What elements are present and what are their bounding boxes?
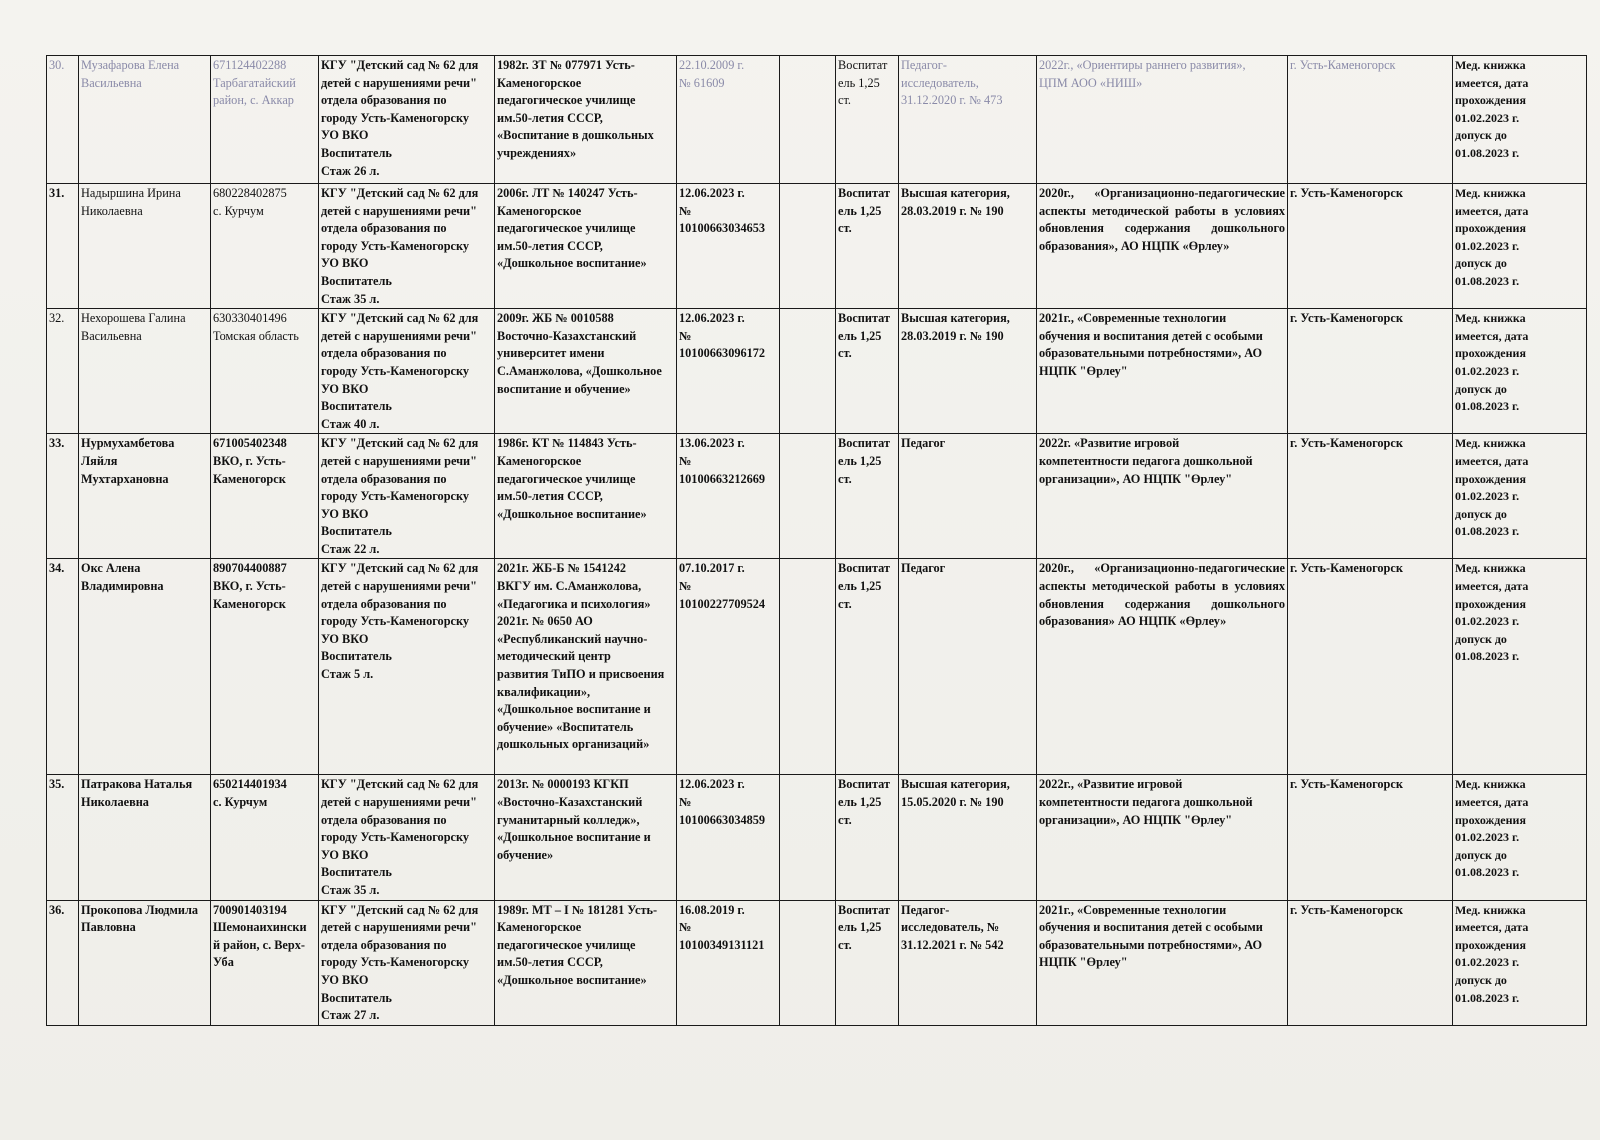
row-number: 30. [47, 56, 79, 184]
education: 1982г. ЗТ № 077971 Усть- Каменогорское педагогическое училище им.50-летия СССР, «Воспитание в дошкольных учреждениях» [495, 56, 677, 184]
certificate: 07.10.2017 г. № 10100227709524 [677, 559, 780, 775]
table-row [47, 309, 1587, 434]
iin-birthplace: 630330401496 Томская область [211, 309, 319, 434]
position-rate: Воспитат ель 1,25 ст. [836, 559, 899, 775]
row-number: 33. [47, 434, 79, 559]
position-rate: Воспитат ель 1,25 ст. [836, 775, 899, 900]
education: 2021г. ЖБ-Б № 1541242 ВКГУ им. С.Аманжолова, «Педагогика и психология» 2021г. № 0650 АО «Республиканский научно- методический центр развития ТиПО и присвоения квалификации», «Дошкольное воспитание и обучение» «Воспитатель дошкольных организаций» [495, 559, 677, 775]
qualification-category: Педагог- исследователь, № 31.12.2021 г. № 542 [899, 900, 1037, 1025]
employee-name: Музафарова Елена Васильевна [79, 56, 211, 184]
iin-birthplace: 890704400887 ВКО, г. Усть- Каменогорск [211, 559, 319, 775]
city: г. Усть-Каменогорск [1288, 559, 1453, 775]
iin-birthplace: 680228402875 с. Курчум [211, 184, 319, 309]
empty-cell [780, 309, 836, 434]
city: г. Усть-Каменогорск [1288, 434, 1453, 559]
iin-birthplace: 671124402288 Тарбагатайский район, с. Аккар [211, 56, 319, 184]
training-course: 2020г., «Организационно-педагогические аспекты методической работы в условиях обновления содержания дошкольного образования», АО НЦПК «Өрлеу» [1037, 184, 1288, 309]
workplace-position: КГУ "Детский сад № 62 для детей с нарушениями речи" отдела образования по городу Усть-Каменогорску УО ВКО Воспитатель Стаж 35 л. [319, 184, 495, 309]
certificate: 12.06.2023 г. № 10100663034859 [677, 775, 780, 900]
iin-birthplace: 700901403194 Шемонаихински й район, с. Верх- Уба [211, 900, 319, 1025]
employee-name: Патракова Наталья Николаевна [79, 775, 211, 900]
table-row [47, 775, 1587, 900]
iin-birthplace: 671005402348 ВКО, г. Усть- Каменогорск [211, 434, 319, 559]
empty-cell [780, 56, 836, 184]
employee-name: Окс Алена Владимировна [79, 559, 211, 775]
qualification-category: Педагог [899, 559, 1037, 775]
city: г. Усть-Каменогорск [1288, 775, 1453, 900]
education: 1989г. МТ – I № 181281 Усть- Каменогорское педагогическое училище им.50-летия СССР, «Дошкольное воспитание» [495, 900, 677, 1025]
position-rate: Воспитат ель 1,25 ст. [836, 900, 899, 1025]
medical-record: Мед. книжка имеется, дата прохождения 01.02.2023 г. допуск до 01.08.2023 г. [1453, 900, 1587, 1025]
row-number: 32. [47, 309, 79, 434]
training-course: 2022г., «Развитие игровой компетентности педагога дошкольной организации», АО НЦПК "Өрлеу" [1037, 775, 1288, 900]
table-row [47, 184, 1587, 309]
certificate: 13.06.2023 г. № 10100663212669 [677, 434, 780, 559]
certificate: 22.10.2009 г. № 61609 [677, 56, 780, 184]
certificate: 12.06.2023 г. № 10100663096172 [677, 309, 780, 434]
training-course: 2020г., «Организационно-педагогические аспекты методической работы в условиях обновления содержания дошкольного образования» АО НЦПК «Өрлеу» [1037, 559, 1288, 775]
empty-cell [780, 434, 836, 559]
workplace-position: КГУ "Детский сад № 62 для детей с нарушениями речи" отдела образования по городу Усть-Каменогорску УО ВКО Воспитатель Стаж 35 л. [319, 775, 495, 900]
training-course: 2022г. «Развитие игровой компетентности педагога дошкольной организации», АО НЦПК "Өрлеу" [1037, 434, 1288, 559]
medical-record: Мед. книжка имеется, дата прохождения 01.02.2023 г. допуск до 01.08.2023 г. [1453, 559, 1587, 775]
table-row [47, 900, 1587, 1025]
position-rate: Воспитат ель 1,25 ст. [836, 184, 899, 309]
employee-name: Нехорошева Галина Васильевна [79, 309, 211, 434]
row-number: 34. [47, 559, 79, 775]
training-course: 2022г., «Ориентиры раннего развития», ЦПМ АОО «НИШ» [1037, 56, 1288, 184]
city: г. Усть-Каменогорск [1288, 184, 1453, 309]
iin-birthplace: 650214401934 с. Курчум [211, 775, 319, 900]
medical-record: Мед. книжка имеется, дата прохождения 01.02.2023 г. допуск до 01.08.2023 г. [1453, 184, 1587, 309]
city: г. Усть-Каменогорск [1288, 56, 1453, 184]
table-row [47, 559, 1587, 775]
certificate: 16.08.2019 г. № 10100349131121 [677, 900, 780, 1025]
position-rate: Воспитат ель 1,25 ст. [836, 309, 899, 434]
training-course: 2021г., «Современные технологии обучения и воспитания детей с особыми образовательными потребностями», АО НЦПК "Өрлеу" [1037, 900, 1288, 1025]
education: 2009г. ЖБ № 0010588 Восточно-Казахстанский университет имени С.Аманжолова, «Дошкольное воспитание и обучение» [495, 309, 677, 434]
medical-record: Мед. книжка имеется, дата прохождения 01.02.2023 г. допуск до 01.08.2023 г. [1453, 775, 1587, 900]
education: 2006г. ЛТ № 140247 Усть- Каменогорское педагогическое училище им.50-летия СССР, «Дошкольное воспитание» [495, 184, 677, 309]
position-rate: Воспитат ель 1,25 ст. [836, 56, 899, 184]
workplace-position: КГУ "Детский сад № 62 для детей с нарушениями речи" отдела образования по городу Усть-Каменогорску УО ВКО Воспитатель Стаж 40 л. [319, 309, 495, 434]
city: г. Усть-Каменогорск [1288, 309, 1453, 434]
qualification-category: Высшая категория, 28.03.2019 г. № 190 [899, 309, 1037, 434]
table-body [47, 56, 1587, 1026]
qualification-category: Высшая категория, 15.05.2020 г. № 190 [899, 775, 1037, 900]
workplace-position: КГУ "Детский сад № 62 для детей с нарушениями речи" отдела образования по городу Усть-Каменогорску УО ВКО Воспитатель Стаж 27 л. [319, 900, 495, 1025]
workplace-position: КГУ "Детский сад № 62 для детей с нарушениями речи" отдела образования по городу Усть-Каменогорску УО ВКО Воспитатель Стаж 26 л. [319, 56, 495, 184]
medical-record: Мед. книжка имеется, дата прохождения 01.02.2023 г. допуск до 01.08.2023 г. [1453, 309, 1587, 434]
table-row [47, 434, 1587, 559]
education: 1986г. КТ № 114843 Усть- Каменогорское педагогическое училище им.50-летия СССР, «Дошкольное воспитание» [495, 434, 677, 559]
employee-name: Прокопова Людмила Павловна [79, 900, 211, 1025]
empty-cell [780, 184, 836, 309]
empty-cell [780, 900, 836, 1025]
qualification-category: Высшая категория, 28.03.2019 г. № 190 [899, 184, 1037, 309]
medical-record: Мед. книжка имеется, дата прохождения 01.02.2023 г. допуск до 01.08.2023 г. [1453, 56, 1587, 184]
row-number: 35. [47, 775, 79, 900]
row-number: 36. [47, 900, 79, 1025]
certificate: 12.06.2023 г. № 10100663034653 [677, 184, 780, 309]
empty-cell [780, 775, 836, 900]
medical-record: Мед. книжка имеется, дата прохождения 01.02.2023 г. допуск до 01.08.2023 г. [1453, 434, 1587, 559]
education: 2013г. № 0000193 КГКП «Восточно-Казахстанский гуманитарный колледж», «Дошкольное воспитание и обучение» [495, 775, 677, 900]
employee-name: Нурмухамбетова Ляйля Мухтархановна [79, 434, 211, 559]
position-rate: Воспитат ель 1,25 ст. [836, 434, 899, 559]
staff-table [46, 55, 1587, 1026]
workplace-position: КГУ "Детский сад № 62 для детей с нарушениями речи" отдела образования по городу Усть-Каменогорску УО ВКО Воспитатель Стаж 5 л. [319, 559, 495, 775]
qualification-category: Педагог [899, 434, 1037, 559]
workplace-position: КГУ "Детский сад № 62 для детей с нарушениями речи" отдела образования по городу Усть-Каменогорску УО ВКО Воспитатель Стаж 22 л. [319, 434, 495, 559]
empty-cell [780, 559, 836, 775]
training-course: 2021г., «Современные технологии обучения и воспитания детей с особыми образовательными потребностями», АО НЦПК "Өрлеу" [1037, 309, 1288, 434]
employee-name: Надыршина Ирина Николаевна [79, 184, 211, 309]
qualification-category: Педагог- исследователь, 31.12.2020 г. № 473 [899, 56, 1037, 184]
city: г. Усть-Каменогорск [1288, 900, 1453, 1025]
table-row [47, 56, 1587, 184]
row-number: 31. [47, 184, 79, 309]
